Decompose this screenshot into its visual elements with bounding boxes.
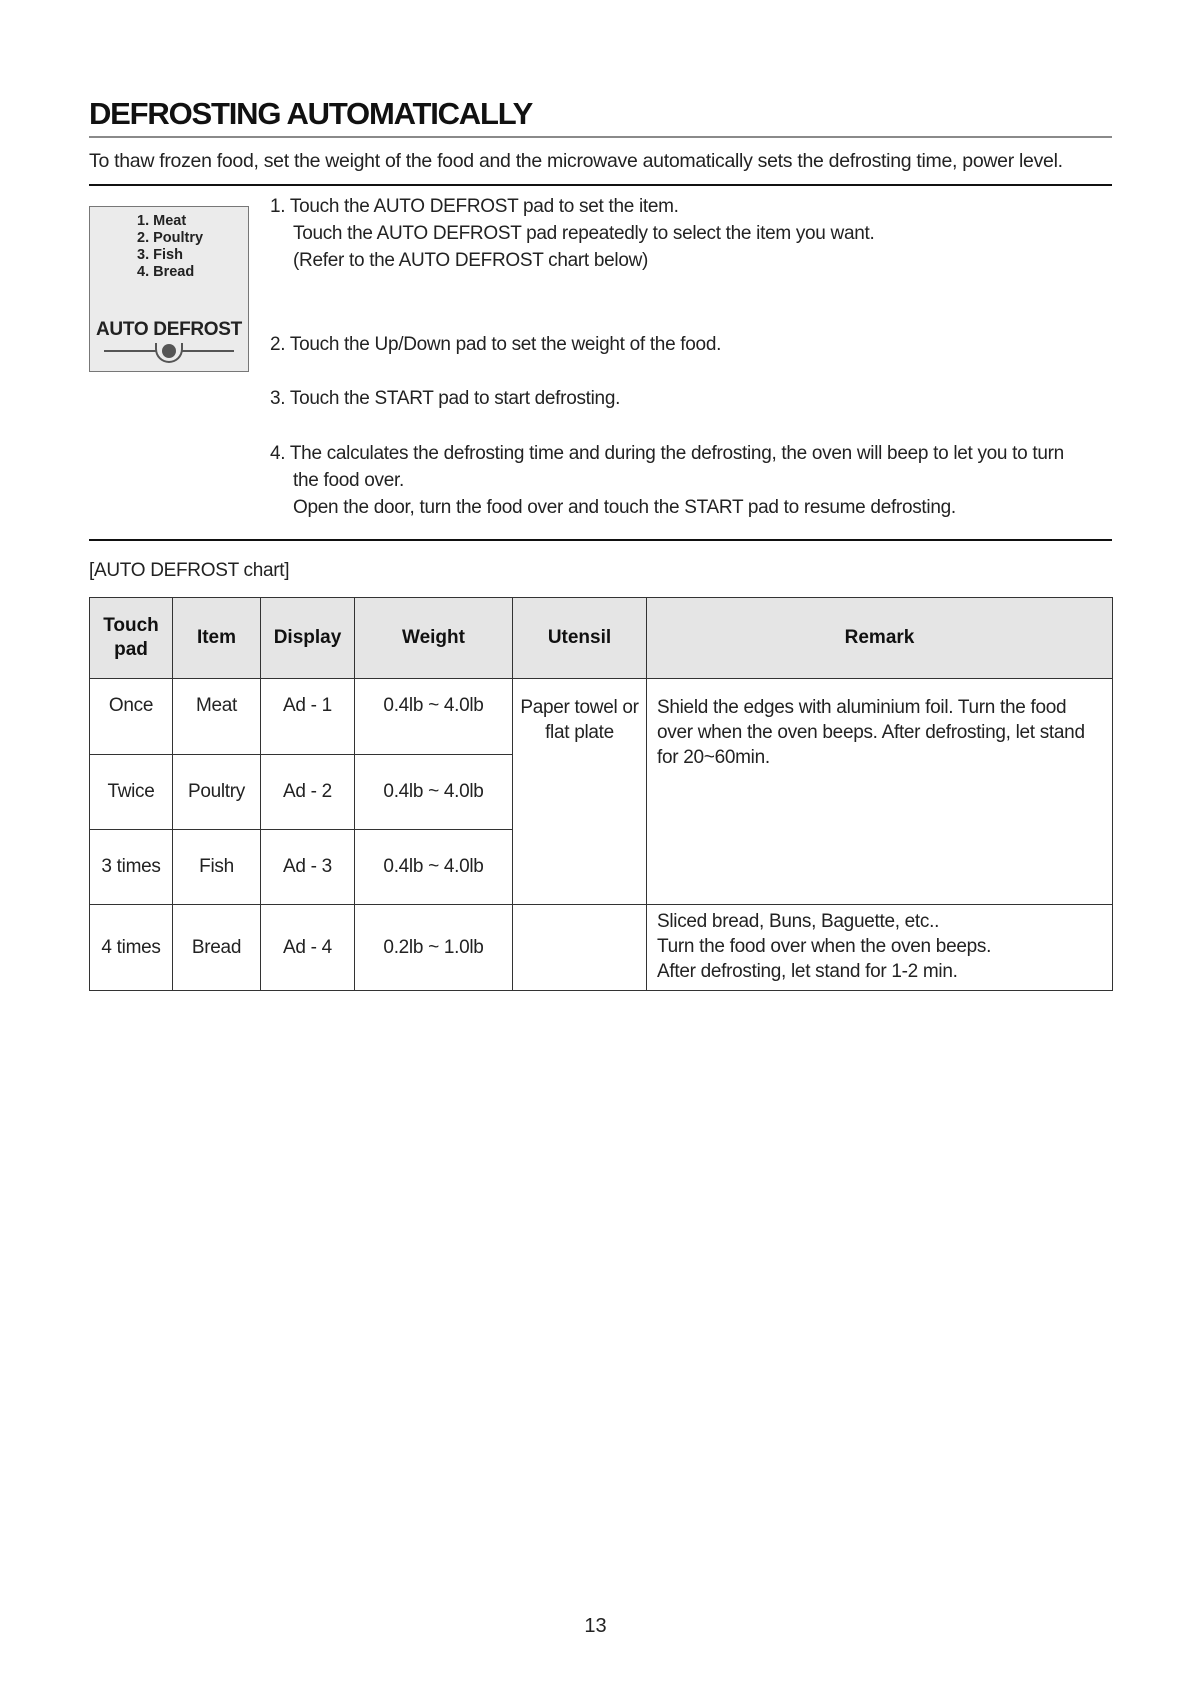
cell-utensil xyxy=(513,679,647,905)
cell-display: Ad - 1 xyxy=(261,679,355,755)
step-1-line-3: (Refer to the AUTO DEFROST chart below) xyxy=(293,250,649,271)
cell-item: Fish xyxy=(173,830,261,905)
header-display: Display xyxy=(261,598,355,679)
auto-defrost-pad-label: AUTO DEFROST xyxy=(96,319,242,340)
step-4 xyxy=(270,440,1064,521)
header-utensil: Utensil xyxy=(513,598,647,679)
utensil-line-2: flat plate xyxy=(545,722,614,743)
section-divider-bottom xyxy=(89,539,1112,541)
cell-remark: Shield the edges with aluminium foil. Turn the food over when the oven beeps. After defrosting, let stand for 20~60min. xyxy=(647,679,1113,905)
cell-remark xyxy=(647,905,1113,991)
cell-touch: 4 times xyxy=(90,905,173,991)
section-divider-top xyxy=(89,184,1112,186)
table-row xyxy=(90,905,1113,991)
header-touch-pad-line-1: Touch xyxy=(103,615,159,636)
title-divider xyxy=(89,136,1112,138)
panel-item: 3. Fish xyxy=(137,247,183,263)
panel-item: 1. Meat xyxy=(137,213,187,229)
cell-item: Meat xyxy=(173,679,261,755)
header-item: Item xyxy=(173,598,261,679)
chart-caption: [AUTO DEFROST chart] xyxy=(89,560,290,581)
step-4-line-2: the food over. xyxy=(293,470,404,491)
remark-line-3: After defrosting, let stand for 1-2 min. xyxy=(657,961,958,982)
page-title: DEFROSTING AUTOMATICALLY xyxy=(89,96,533,131)
table-header-row xyxy=(90,598,1113,679)
step-4-line-1: 4. The calculates the defrosting time and during the defrosting, the oven will beep to let you to turn xyxy=(270,443,1064,464)
cell-utensil xyxy=(513,905,647,991)
cell-touch: 3 times xyxy=(90,830,173,905)
header-remark: Remark xyxy=(647,598,1113,679)
step-4-line-3: Open the door, turn the food over and touch the START pad to resume defrosting. xyxy=(293,497,956,518)
panel-item: 4. Bread xyxy=(137,264,195,280)
panel-item: 2. Poultry xyxy=(137,230,204,246)
step-1-line-2: Touch the AUTO DEFROST pad repeatedly to select the item you want. xyxy=(293,223,875,244)
page-number: 13 xyxy=(584,1615,607,1637)
cell-display: Ad - 4 xyxy=(261,905,355,991)
remark-line-1: Sliced bread, Buns, Baguette, etc.. xyxy=(657,911,940,932)
step-2: 2. Touch the Up/Down pad to set the weight of the food. xyxy=(270,334,722,355)
cell-touch: Twice xyxy=(90,755,173,830)
cell-weight: 0.4lb ~ 4.0lb xyxy=(355,830,513,905)
panel-item-list xyxy=(137,213,203,281)
cell-item: Bread xyxy=(173,905,261,991)
intro-text: To thaw frozen food, set the weight of the food and the microwave automatically sets the defrosting time, power level. xyxy=(89,150,1063,172)
remark-line-2: Turn the food over when the oven beeps. xyxy=(657,936,992,957)
cell-weight: 0.4lb ~ 4.0lb xyxy=(355,679,513,755)
cell-weight: 0.4lb ~ 4.0lb xyxy=(355,755,513,830)
cell-display: Ad - 2 xyxy=(261,755,355,830)
pad-dot-icon xyxy=(162,344,176,358)
header-touch-pad xyxy=(90,598,173,679)
auto-defrost-chart-table xyxy=(89,597,1113,991)
table-row xyxy=(90,679,1113,755)
step-1 xyxy=(270,193,874,274)
cell-item: Poultry xyxy=(173,755,261,830)
cell-touch: Once xyxy=(90,679,173,755)
header-weight: Weight xyxy=(355,598,513,679)
cell-weight: 0.2lb ~ 1.0lb xyxy=(355,905,513,991)
header-touch-pad-line-2: pad xyxy=(114,639,148,660)
utensil-line-1: Paper towel or xyxy=(520,697,639,718)
step-1-line-1: 1. Touch the AUTO DEFROST pad to set the item. xyxy=(270,196,679,217)
cell-display: Ad - 3 xyxy=(261,830,355,905)
step-3: 3. Touch the START pad to start defrosting. xyxy=(270,388,621,409)
auto-defrost-panel-illustration xyxy=(89,206,249,372)
